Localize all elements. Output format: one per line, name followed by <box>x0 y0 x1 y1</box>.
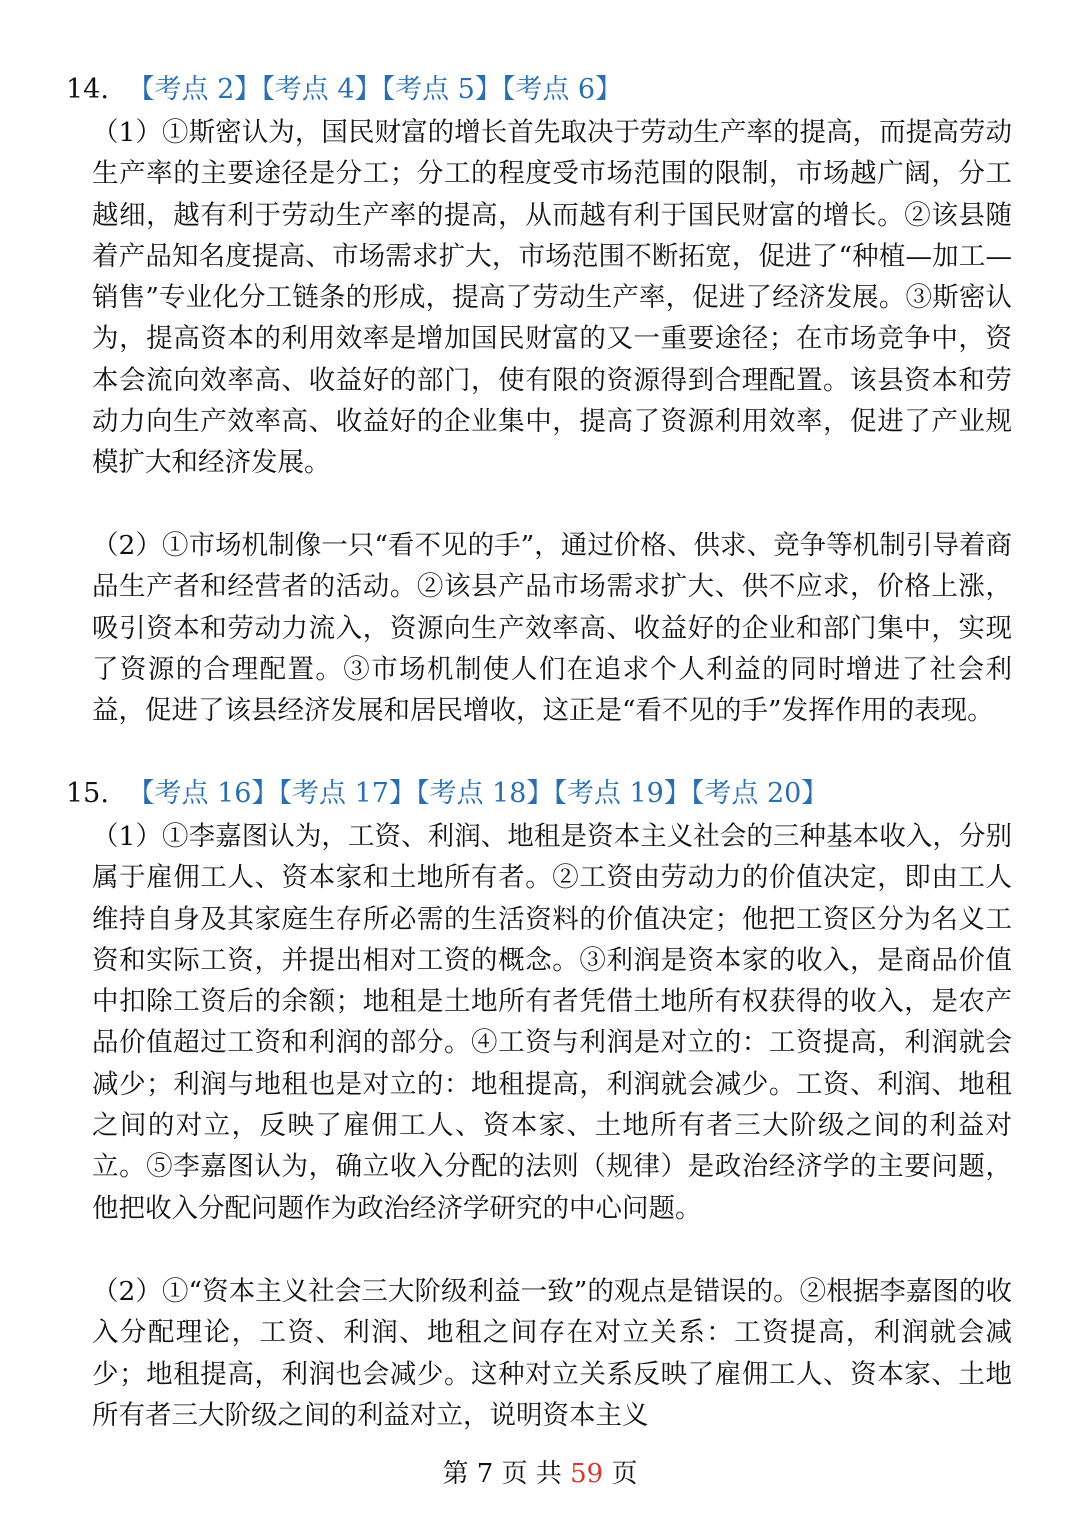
q15-answer-part-1: （1）①李嘉图认为，工资、利润、地租是资本主义社会的三种基本收入，分别属于雇佣工人、资本家和土地所有者。②工资由劳动力的价值决定，即由工人维持自身及其家庭生存所必需的生活资料的价值决定；他把工资区分为名义工资和实际工资，并提出相对工资的概念。③利润是资本家的收入，是商品价值中扣除工资后的余额；地租是土地所有者凭借土地所有权获得的收入，是农产品价值超过工资和利润的部分。④工资与利润是对立的：工资提高，利润就会减少；利润与地租也是对立的：地租提高，利润就会减少。工资、利润、地租之间的对立，反映了雇佣工人、资本家、土地所有者三大阶级之间的利益对立。⑤李嘉图认为，确立收入分配的法则（规律）是政治经济学的主要问题，他把收入分配问题作为政治经济学研究的中心问题。 <box>92 821 1012 1224</box>
tag-kaodian: 【考点 20】 <box>690 778 829 809</box>
tag-kaodian: 【考点 18】 <box>415 778 554 809</box>
page-footer <box>0 1456 1080 1492</box>
current-page-number: 7 <box>476 1459 494 1489</box>
footer-suffix: 页 <box>611 1459 638 1489</box>
tag-kaodian: 【考点 2】 <box>127 74 262 105</box>
q15-answer-part-2: （2）①“资本主义社会三大阶级利益一致”的观点是错误的。②根据李嘉图的收入分配理论，工资、利润、地租之间存在对立关系：工资提高，利润就会减少；地租提高，利润也会减少。这种对立关系反映了雇佣工人、资本家、土地所有者三大阶级之间的利益对立，说明资本主义 <box>92 1276 1012 1431</box>
q14-answer-part-2: （2）①市场机制像一只“看不见的手”，通过价格、供求、竞争等机制引导着商品生产者和经营者的活动。②该县产品市场需求扩大、供不应求，价格上涨，吸引资本和劳动力流入，资源向生产效率高、收益好的企业和部门集中，实现了资源的合理配置。③市场机制使人们在追求个人利益的同时增进了社会利益，促进了该县经济发展和居民增收，这正是“看不见的手”发挥作用的表现。 <box>92 530 1012 727</box>
question-number: 14. <box>66 74 109 105</box>
tag-kaodian: 【考点 16】 <box>127 778 279 809</box>
q14-answer-part-1: （1）①斯密认为，国民财富的增长首先取决于劳动生产率的提高，而提高劳动生产率的主要途径是分工；分工的程度受市场范围的限制，市场越广阔，分工越细，越有利于劳动生产率的提高，从而越有利于国民财富的增长。②该县随着产品知名度提高、市场需求扩大，市场范围不断拓宽，促进了“种植—加工—销售”专业化分工链条的形成，提高了劳动生产率，促进了经济发展。③斯密认为，提高资本的利用效率是增加国民财富的又一重要途径；在市场竞争中，资本会流向效率高、收益好的部门，使有限的资源得到合理配置。该县资本和劳动力向生产效率高、收益好的企业集中，提高了资源利用效率，促进了产业规模扩大和经济发展。 <box>92 117 1012 479</box>
tag-kaodian: 【考点 4】 <box>261 74 382 105</box>
tag-kaodian: 【考点 19】 <box>553 778 691 809</box>
question-14-heading <box>66 70 622 110</box>
tag-kaodian: 【考点 17】 <box>278 778 416 809</box>
footer-middle: 页 共 <box>501 1459 562 1489</box>
footer-prefix: 第 <box>442 1459 469 1489</box>
tag-kaodian: 【考点 6】 <box>501 74 623 105</box>
total-page-count: 59 <box>570 1459 604 1489</box>
question-15-heading <box>66 774 828 814</box>
question-number: 15. <box>66 778 109 809</box>
tag-kaodian: 【考点 5】 <box>381 74 502 105</box>
